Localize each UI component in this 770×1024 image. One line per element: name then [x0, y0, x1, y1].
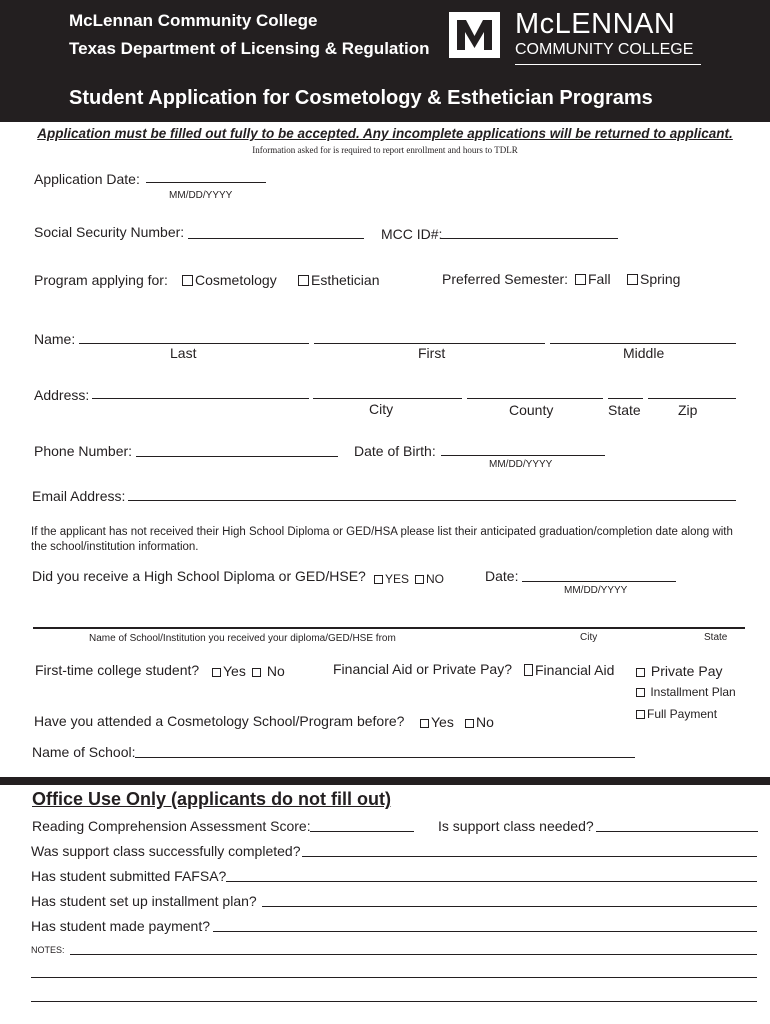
payment-made-label: Has student made payment? — [31, 918, 210, 934]
ssn-field[interactable] — [188, 238, 364, 239]
street-address-field[interactable] — [92, 398, 309, 399]
support-needed-field[interactable] — [596, 831, 758, 832]
checkbox-icon — [627, 274, 638, 285]
diploma-date-field[interactable] — [522, 581, 676, 582]
first-time-label: First-time college student? — [35, 662, 200, 678]
attended-option-no[interactable]: No — [465, 714, 494, 730]
fafsa-field[interactable] — [226, 881, 757, 882]
checkbox-icon — [298, 275, 309, 286]
checkbox-icon — [212, 668, 221, 677]
email-label: Email Address: — [32, 488, 126, 504]
city-caption: City — [369, 401, 394, 417]
middle-name-caption: Middle — [623, 345, 665, 361]
school-institution-field[interactable] — [33, 627, 745, 629]
dob-field[interactable] — [441, 455, 605, 456]
school-institution-caption: Name of School/Institution you received your diploma/GED/HSE from — [89, 633, 396, 644]
payment-sub-option-installment[interactable]: Installment Plan — [636, 684, 736, 700]
notes-line-2[interactable] — [31, 977, 757, 978]
support-completed-label: Was support class successfully completed? — [31, 843, 301, 859]
checkbox-icon — [636, 710, 645, 719]
header-banner — [0, 0, 770, 122]
first-name-caption: First — [418, 345, 446, 361]
checkbox-icon — [636, 688, 645, 697]
address-label: Address: — [34, 387, 90, 403]
support-needed-label: Is support class needed? — [438, 818, 594, 834]
email-field[interactable] — [128, 500, 736, 501]
attended-option-yes[interactable]: Yes — [420, 714, 454, 730]
checkbox-icon — [415, 575, 424, 584]
checkbox-icon — [524, 664, 533, 676]
logo-rule — [515, 64, 701, 65]
program-option-cosmetology[interactable]: Cosmetology — [182, 272, 277, 288]
reading-score-label: Reading Comprehension Assessment Score: — [32, 818, 311, 834]
tdlr-info-note: Information asked for is required to report enrollment and hours to TDLR — [252, 145, 518, 155]
office-use-title: Office Use Only (applicants do not fill out) — [32, 789, 392, 809]
application-date-field[interactable] — [146, 182, 266, 183]
form-title: Student Application for Cosmetology & Esthetician Programs — [69, 87, 653, 109]
semester-option-fall[interactable]: Fall — [575, 271, 611, 287]
program-label: Program applying for: — [34, 272, 168, 288]
notes-line-3[interactable] — [31, 1001, 757, 1002]
completion-warning: Application must be filled out fully to be accepted. Any incomplete applications will be returned to applicant. — [37, 126, 733, 141]
last-name-field[interactable] — [79, 343, 309, 344]
mcc-id-field[interactable] — [440, 238, 618, 239]
payment-option-private-pay[interactable]: Private Pay — [636, 663, 722, 679]
fafsa-label: Has student submitted FAFSA? — [31, 868, 227, 884]
semester-label: Preferred Semester: — [442, 271, 569, 287]
zip-caption: Zip — [678, 402, 698, 418]
phone-field[interactable] — [136, 456, 338, 457]
school-city-caption: City — [580, 632, 598, 643]
high-school-note: If the applicant has not received their High School Diploma or GED/HSA please list their anticipated graduation/completion date along with the school/institution information. — [31, 526, 733, 553]
zip-field[interactable] — [648, 398, 736, 399]
checkbox-icon — [252, 668, 261, 677]
checkbox-icon — [182, 275, 193, 286]
checkbox-icon — [465, 719, 474, 728]
application-date-format: MM/DD/YYYY — [169, 190, 233, 201]
county-field[interactable] — [467, 398, 603, 399]
checkbox-icon — [374, 575, 383, 584]
last-name-caption: Last — [170, 345, 197, 361]
school-name-label: Name of School: — [32, 744, 136, 760]
first-name-field[interactable] — [314, 343, 545, 344]
city-field[interactable] — [313, 398, 462, 399]
payment-sub-option-full[interactable]: Full Payment — [636, 706, 717, 722]
application-date-label: Application Date: — [34, 171, 140, 187]
dob-label: Date of Birth: — [354, 443, 436, 459]
checkbox-icon — [420, 719, 429, 728]
semester-option-spring[interactable]: Spring — [627, 271, 680, 287]
diploma-option-no[interactable]: NO — [415, 571, 444, 587]
dob-format: MM/DD/YYYY — [489, 459, 553, 470]
diploma-label: Did you receive a High School Diploma or GED/HSE? — [32, 568, 366, 584]
state-caption: State — [608, 402, 641, 418]
checkbox-icon — [575, 274, 586, 285]
notes-label: NOTES: — [31, 945, 65, 955]
ssn-label: Social Security Number: — [34, 224, 185, 240]
diploma-date-label: Date: — [485, 568, 519, 584]
checkbox-icon — [636, 668, 645, 677]
diploma-date-format: MM/DD/YYYY — [564, 585, 628, 596]
name-label: Name: — [34, 331, 76, 347]
attended-label: Have you attended a Cosmetology School/Program before? — [34, 713, 405, 729]
mcc-id-label: MCC ID#: — [381, 226, 443, 242]
school-state-caption: State — [704, 632, 728, 643]
state-field[interactable] — [608, 398, 643, 399]
installment-field[interactable] — [262, 906, 757, 907]
notes-line-1[interactable] — [70, 954, 757, 955]
logo-name: McLENNAN — [515, 8, 676, 40]
payment-made-field[interactable] — [213, 931, 757, 932]
logo-subtitle: COMMUNITY COLLEGE — [515, 41, 694, 58]
mcc-m-logo-icon — [449, 12, 500, 58]
reading-score-field[interactable] — [310, 831, 414, 832]
department-name: Texas Department of Licensing & Regulation — [69, 39, 430, 58]
school-name-field[interactable] — [135, 757, 635, 758]
college-name: McLennan Community College — [69, 11, 318, 30]
middle-name-field[interactable] — [550, 343, 736, 344]
diploma-option-yes[interactable]: YES — [374, 571, 409, 587]
phone-label: Phone Number: — [34, 443, 133, 459]
payment-method-label: Financial Aid or Private Pay? — [333, 661, 512, 677]
county-caption: County — [509, 402, 554, 418]
installment-label: Has student set up installment plan? — [31, 893, 257, 909]
support-completed-field[interactable] — [302, 856, 757, 857]
program-option-esthetician[interactable]: Esthetician — [298, 272, 379, 288]
first-time-option-yes[interactable]: Yes — [212, 663, 246, 679]
office-divider-bar — [0, 777, 770, 785]
payment-option-financial-aid[interactable]: Financial Aid — [524, 662, 614, 678]
first-time-option-no[interactable]: No — [252, 663, 285, 679]
